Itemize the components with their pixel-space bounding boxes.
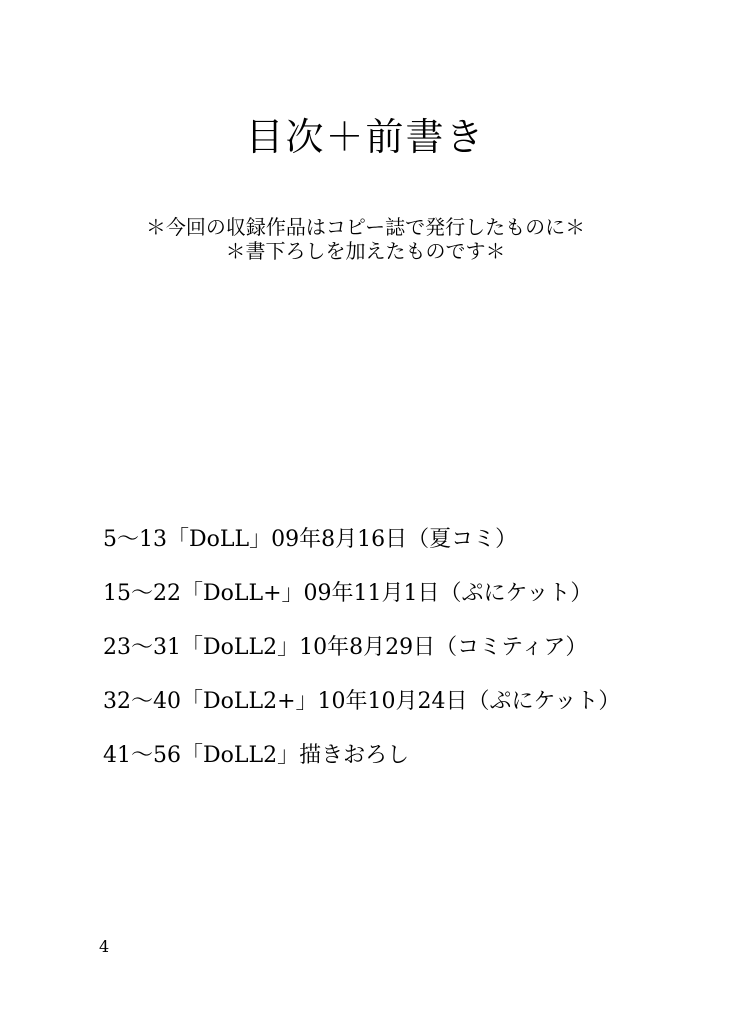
toc-entry: 41～56「DoLL2」描きおろし <box>103 743 410 768</box>
foreword-line-1: ＊今回の収録作品はコピー誌で発行したものに＊ <box>145 215 586 239</box>
table-of-contents <box>103 520 723 790</box>
toc-entry: 23～31「DoLL2」10年8月29日（コミティア） <box>103 635 588 660</box>
toc-entry: 15～22「DoLL+」09年11月1日（ぷにケット） <box>103 581 593 606</box>
page-number: 4 <box>99 937 110 956</box>
foreword-line-2: ＊書下ろしを加えたものです＊ <box>225 239 506 263</box>
page-title: 目次＋前書き <box>245 115 486 159</box>
toc-entry: 32～40「DoLL2+」10年10月24日（ぷにケット） <box>103 689 621 714</box>
toc-entry: 5～13「DoLL」09年8月16日（夏コミ） <box>103 527 518 552</box>
